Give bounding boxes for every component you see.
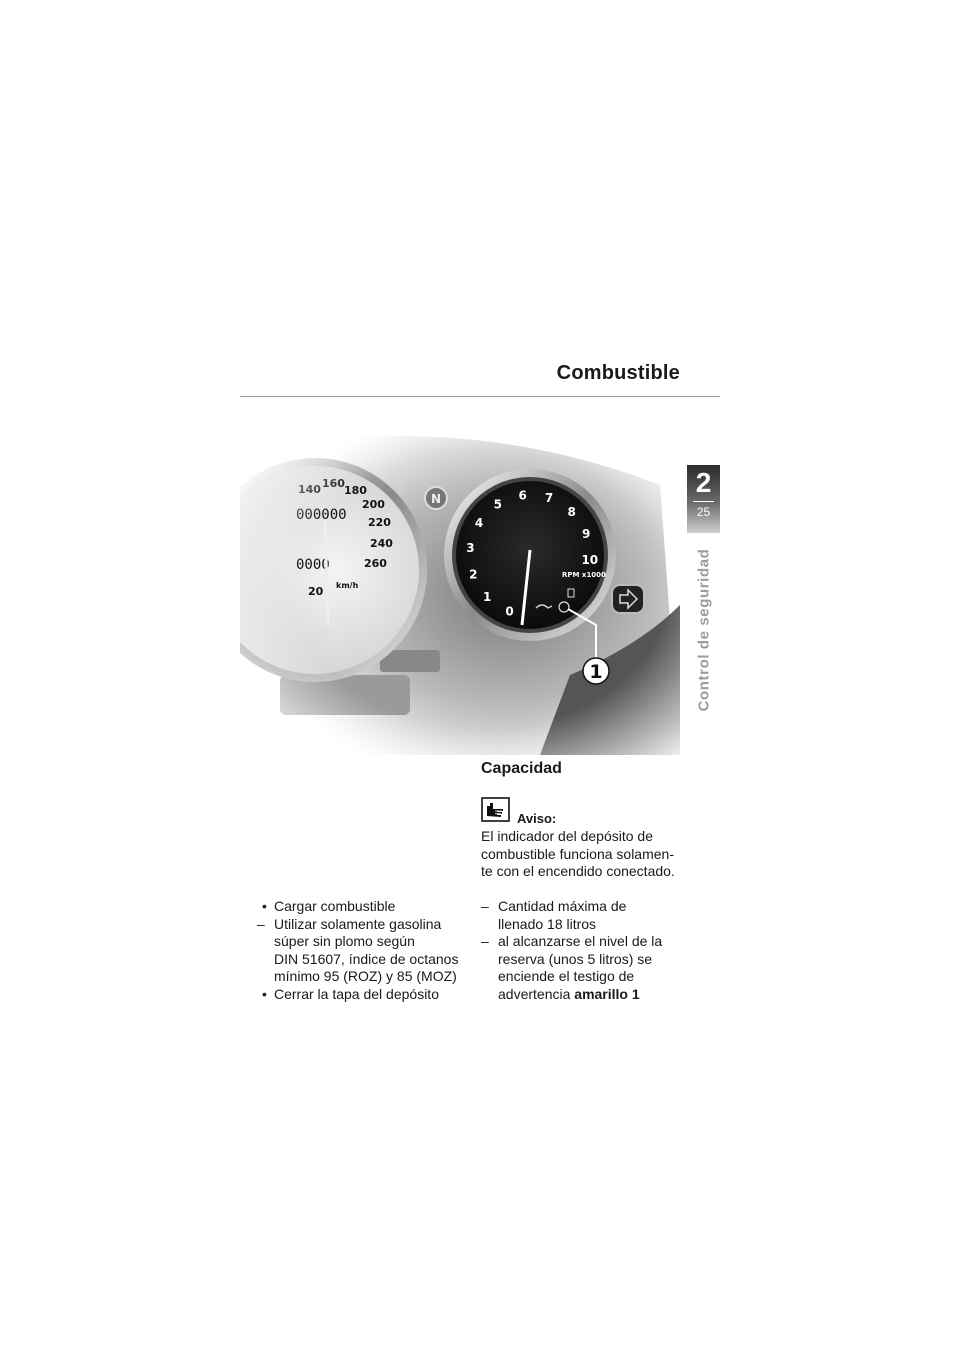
list-item (262, 898, 477, 916)
list-item (257, 916, 477, 986)
instrument-cluster-photo (240, 425, 680, 755)
list-item-text: reserva (unos 5 litros) se (498, 950, 653, 967)
instructions-right-column (481, 898, 701, 1003)
list-item-text: Cerrar la tapa del depósito (274, 985, 439, 1002)
list-item-text: súper sin plomo según (274, 933, 415, 949)
list-item-text: DIN 51607, índice de octanos (274, 950, 459, 967)
page-number: 25 (696, 505, 711, 519)
chapter-number: 2 (695, 467, 712, 498)
bullet-marker: • (262, 985, 267, 1002)
chapter-divider (693, 501, 714, 502)
notice-line: El indicador del depósito de (481, 828, 654, 844)
dash-marker: – (257, 915, 265, 932)
text-prefix: advertencia (498, 985, 575, 1002)
notice-text (481, 828, 701, 881)
notice-line: te con el encendido conectado. (481, 863, 675, 879)
dash-marker: – (481, 898, 489, 914)
list-item-text: al alcanzarse el nivel de la (498, 933, 663, 949)
dash-marker: – (481, 933, 489, 949)
callout-number: 1 (589, 661, 603, 683)
list-item (481, 933, 701, 1003)
chapter-side-label: Control de seguridad (695, 548, 713, 712)
instructions-left-column (257, 898, 477, 1003)
list-item (262, 986, 477, 1004)
page-title: Combustible (556, 362, 680, 384)
notice-line: combustible funciona solamen- (481, 845, 674, 862)
list-item-text: enciende el testigo de (498, 968, 635, 984)
list-item-text: mínimo 95 (ROZ) y 85 (MOZ) (274, 968, 457, 984)
section-heading: Capacidad (481, 760, 562, 777)
list-item (481, 898, 701, 933)
warning-color-ref: amarillo 1 (574, 985, 640, 1002)
list-item-text: Utilizar solamente gasolina (274, 915, 442, 932)
header-rule (240, 396, 720, 397)
list-item-text (498, 986, 701, 1004)
list-item-text: llenado 18 litros (498, 915, 597, 932)
notice-label: Aviso: (517, 811, 557, 826)
chapter-tab (687, 465, 720, 533)
list-item-text: Cantidad máxima de (498, 898, 627, 914)
list-item-text: Cargar combustible (274, 898, 396, 914)
bullet-marker: • (262, 898, 267, 914)
notice-hand-icon (481, 797, 510, 822)
